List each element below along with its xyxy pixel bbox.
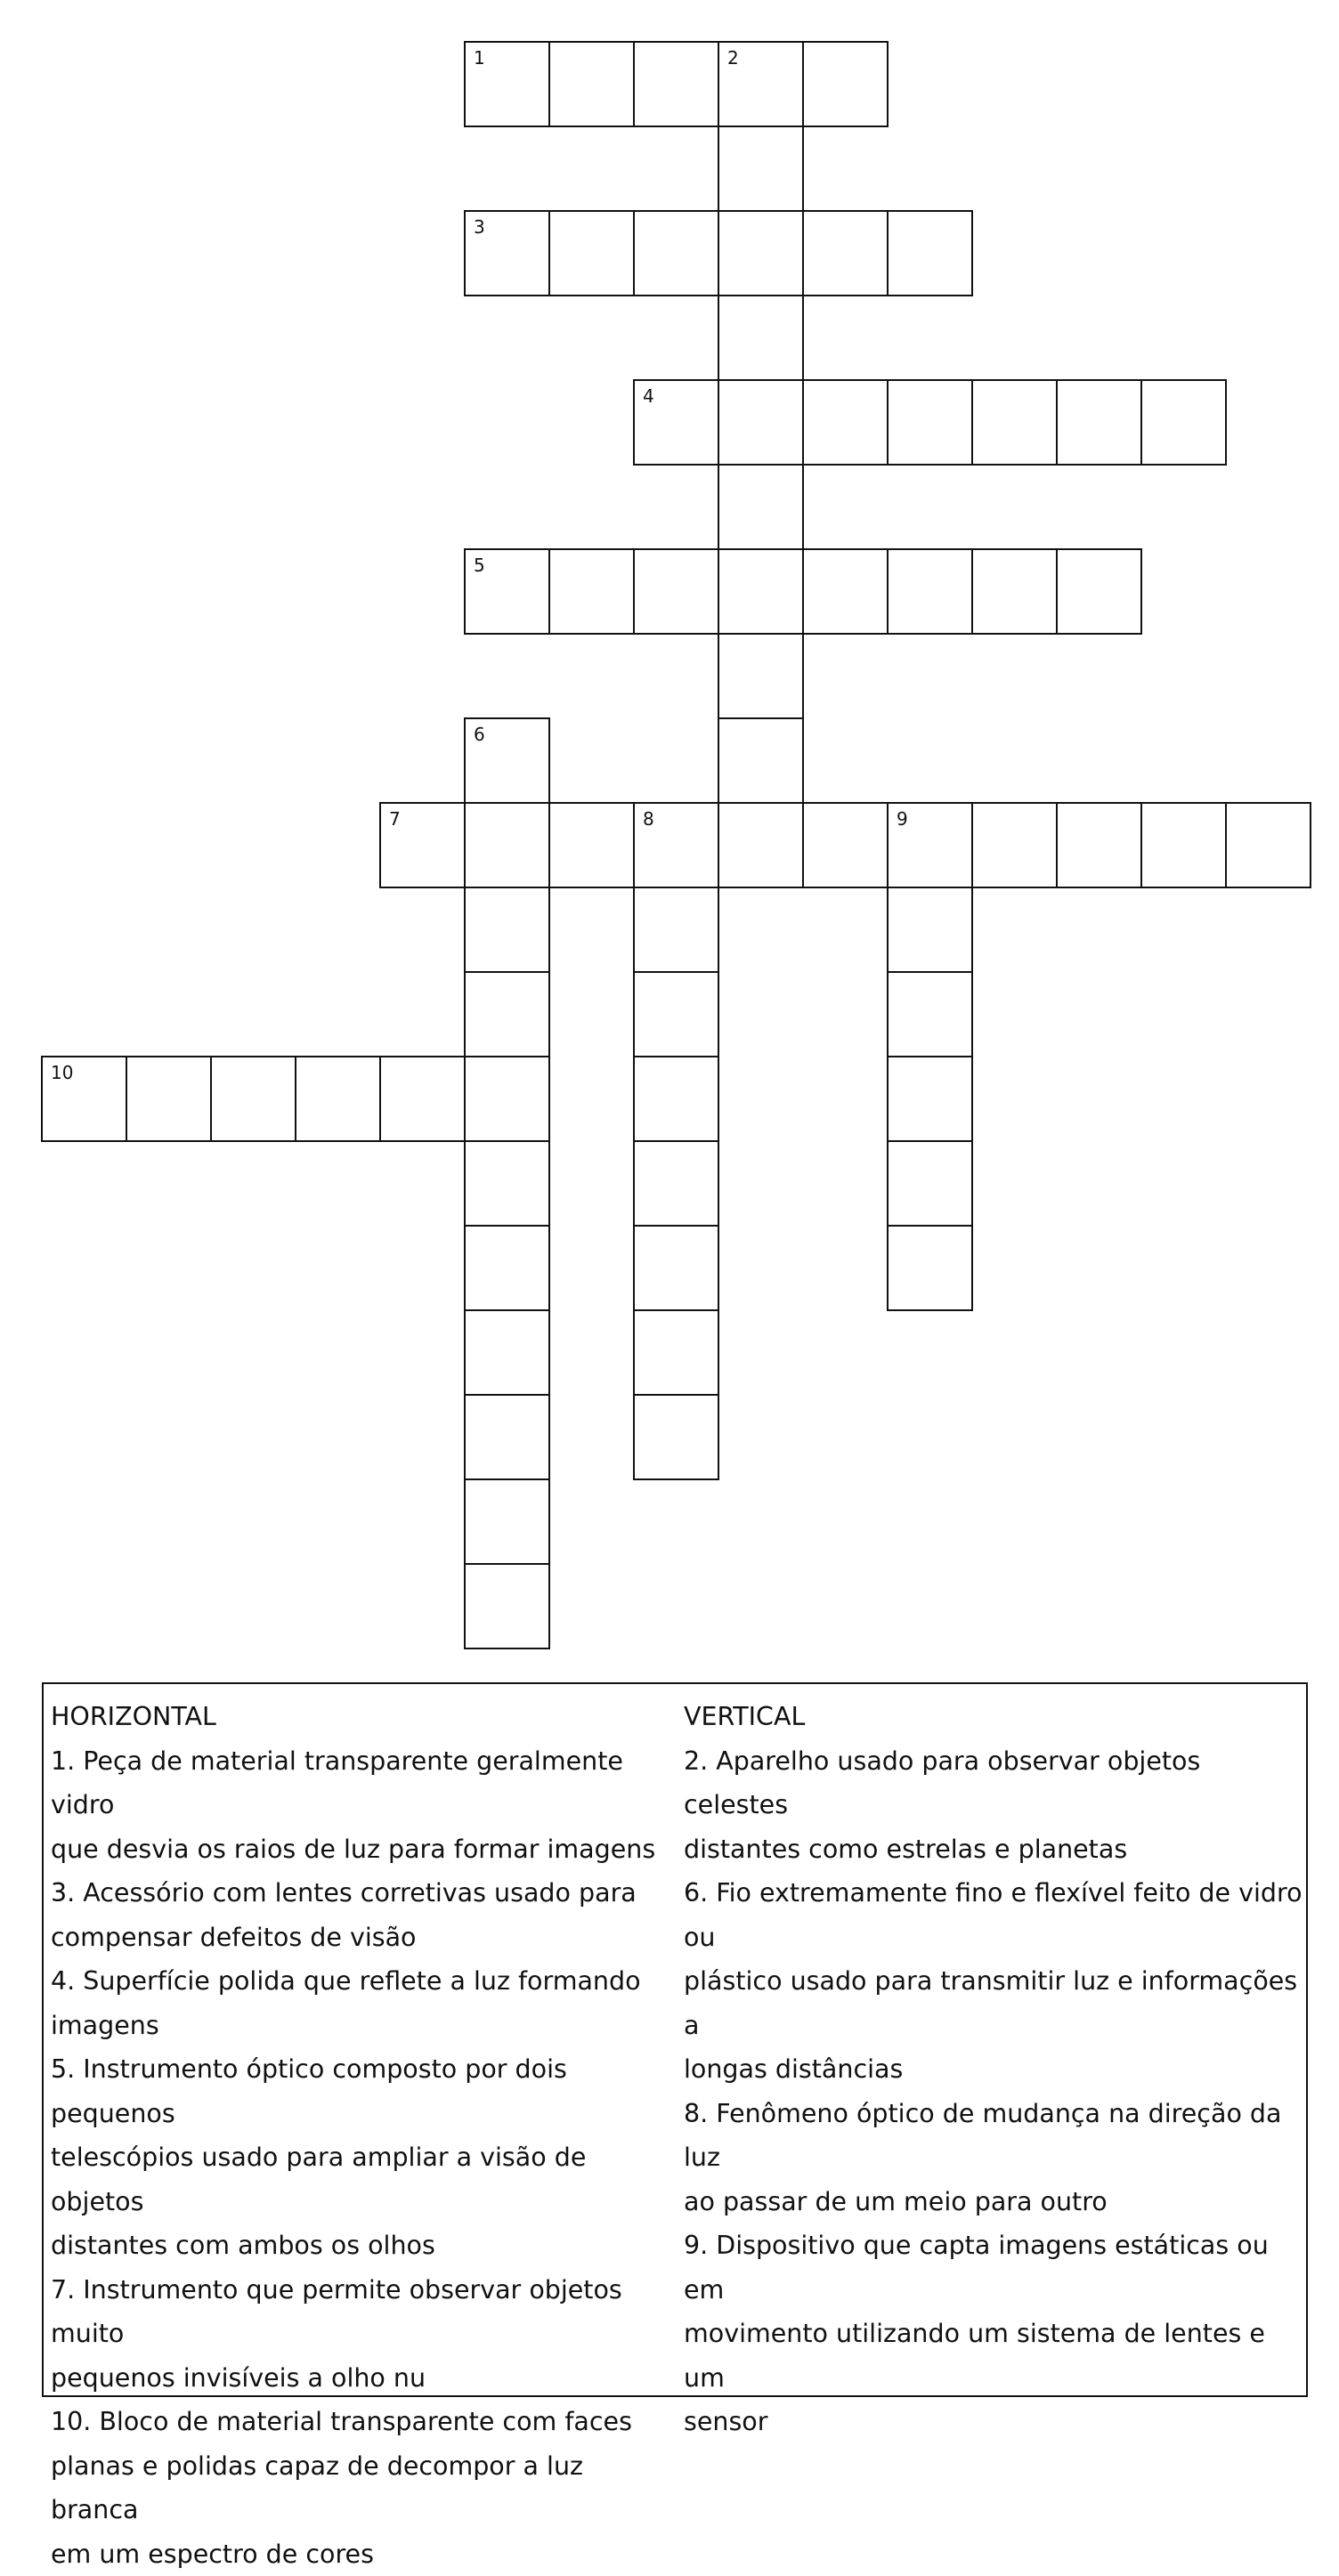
crossword-cell[interactable] xyxy=(633,548,719,635)
clue-line: 5. Instrumento óptico composto por dois pequenos xyxy=(51,2047,678,2135)
crossword-cell[interactable] xyxy=(802,41,889,127)
crossword-cell[interactable] xyxy=(633,887,719,973)
crossword-cell[interactable] xyxy=(887,379,973,466)
crossword-cell[interactable] xyxy=(887,210,973,296)
crossword-cell[interactable] xyxy=(718,548,804,635)
crossword-cell[interactable] xyxy=(633,971,719,1057)
crossword-cell-7[interactable] xyxy=(379,802,466,888)
crossword-cell[interactable] xyxy=(887,1140,973,1227)
clue-line: 4. Superfície polida que reflete a luz formando xyxy=(51,1959,678,2004)
crossword-cell[interactable] xyxy=(464,971,550,1057)
crossword-cell[interactable] xyxy=(464,887,550,973)
crossword-cell[interactable] xyxy=(718,717,804,804)
clue-line: distantes como estrelas e planetas xyxy=(684,1827,1307,1872)
crossword-cell[interactable] xyxy=(1056,379,1142,466)
clue-line: 3. Acessório com lentes corretivas usado para xyxy=(51,1871,678,1916)
clue-line: 6. Fio extremamente fino e flexível feito de vidro ou xyxy=(684,1871,1307,1959)
crossword-cell[interactable] xyxy=(464,1394,550,1480)
crossword-cell[interactable] xyxy=(887,548,973,635)
crossword-cell[interactable] xyxy=(887,971,973,1057)
crossword-cell[interactable] xyxy=(464,1056,550,1142)
clue-number: 5 xyxy=(474,556,485,574)
crossword-cell[interactable] xyxy=(464,802,550,888)
crossword-cell-8[interactable] xyxy=(633,802,719,888)
crossword-cell[interactable] xyxy=(633,210,719,296)
clue-line: que desvia os raios de luz para formar imagens xyxy=(51,1827,678,1872)
crossword-cell[interactable] xyxy=(633,41,719,127)
crossword-cell[interactable] xyxy=(802,210,889,296)
crossword-cell[interactable] xyxy=(633,1394,719,1480)
crossword-cell[interactable] xyxy=(971,548,1058,635)
clue-number: 10 xyxy=(51,1064,73,1081)
down-heading: VERTICAL xyxy=(684,1695,1307,1739)
crossword-cell[interactable] xyxy=(718,379,804,466)
clue-line: ao passar de um meio para outro xyxy=(684,2180,1307,2224)
crossword-cell[interactable] xyxy=(295,1056,381,1142)
clue-line: imagens xyxy=(51,2004,678,2048)
clue-line: movimento utilizando um sistema de lentes e um xyxy=(684,2312,1307,2400)
crossword-cell[interactable] xyxy=(718,633,804,719)
crossword-cell[interactable] xyxy=(633,1225,719,1311)
clue-number: 9 xyxy=(897,810,908,828)
clue-line: 2. Aparelho usado para observar objetos celestes xyxy=(684,1739,1307,1827)
crossword-cell[interactable] xyxy=(1140,379,1227,466)
crossword-cell[interactable] xyxy=(633,1056,719,1142)
clue-number: 7 xyxy=(389,810,401,828)
clue-number: 2 xyxy=(727,49,739,67)
clue-number: 8 xyxy=(643,810,654,828)
clue-line: compensar defeitos de visão xyxy=(51,1916,678,1960)
crossword-cell[interactable] xyxy=(1056,802,1142,888)
across-clues xyxy=(51,1695,678,2576)
crossword-cell[interactable] xyxy=(464,1140,550,1227)
clue-line: planas e polidas capaz de decompor a luz branca xyxy=(51,2444,678,2532)
crossword-cell[interactable] xyxy=(633,1140,719,1227)
crossword-cell[interactable] xyxy=(548,210,635,296)
crossword-cell[interactable] xyxy=(718,295,804,381)
crossword-cell-9[interactable] xyxy=(887,802,973,888)
crossword-cell[interactable] xyxy=(548,41,635,127)
crossword-cell[interactable] xyxy=(718,464,804,550)
clue-number: 4 xyxy=(643,387,654,405)
crossword-cell[interactable] xyxy=(802,548,889,635)
clue-line: telescópios usado para ampliar a visão de objetos xyxy=(51,2135,678,2224)
crossword-cell[interactable] xyxy=(1056,548,1142,635)
crossword-cell[interactable] xyxy=(802,802,889,888)
crossword-cell-5[interactable] xyxy=(464,548,550,635)
crossword-cell[interactable] xyxy=(126,1056,212,1142)
clue-number: 6 xyxy=(474,725,485,743)
crossword-cell[interactable] xyxy=(887,887,973,973)
clue-line: longas distâncias xyxy=(684,2047,1307,2092)
crossword-cell[interactable] xyxy=(802,379,889,466)
clue-line: plástico usado para transmitir luz e informações a xyxy=(684,1959,1307,2047)
crossword-cell[interactable] xyxy=(718,802,804,888)
crossword-cell-2[interactable] xyxy=(718,41,804,127)
crossword-cell[interactable] xyxy=(548,802,635,888)
clue-number: 3 xyxy=(474,218,485,236)
clue-line: sensor xyxy=(684,2400,1307,2444)
clue-line: 10. Bloco de material transparente com faces xyxy=(51,2400,678,2444)
across-heading: HORIZONTAL xyxy=(51,1695,678,1739)
crossword-cell-10[interactable] xyxy=(41,1056,127,1142)
clue-line: 8. Fenômeno óptico de mudança na direção da luz xyxy=(684,2092,1307,2180)
crossword-cell[interactable] xyxy=(464,1225,550,1311)
clue-number: 1 xyxy=(474,49,485,67)
crossword-cell-4[interactable] xyxy=(633,379,719,466)
crossword-cell-3[interactable] xyxy=(464,210,550,296)
crossword-cell[interactable] xyxy=(1140,802,1227,888)
clues-box xyxy=(42,1682,1308,2397)
clue-line: 7. Instrumento que permite observar objetos muito xyxy=(51,2268,678,2356)
crossword-cell[interactable] xyxy=(718,126,804,212)
crossword-cell[interactable] xyxy=(464,1478,550,1565)
crossword-cell[interactable] xyxy=(887,1056,973,1142)
crossword-cell[interactable] xyxy=(1225,802,1311,888)
crossword-cell[interactable] xyxy=(379,1056,466,1142)
clue-line: pequenos invisíveis a olho nu xyxy=(51,2356,678,2401)
crossword-cell-6[interactable] xyxy=(464,717,550,804)
crossword-cell[interactable] xyxy=(633,1309,719,1396)
crossword-cell[interactable] xyxy=(718,210,804,296)
crossword-cell-1[interactable] xyxy=(464,41,550,127)
crossword-cell[interactable] xyxy=(464,1309,550,1396)
crossword-cell[interactable] xyxy=(548,548,635,635)
clue-line: distantes com ambos os olhos xyxy=(51,2224,678,2268)
crossword-cell[interactable] xyxy=(971,802,1058,888)
clue-line: 1. Peça de material transparente geralmente vidro xyxy=(51,1739,678,1827)
crossword-cell[interactable] xyxy=(210,1056,296,1142)
down-clues xyxy=(684,1695,1307,2444)
crossword-cell[interactable] xyxy=(887,1225,973,1311)
crossword-cell[interactable] xyxy=(464,1563,550,1649)
crossword-cell[interactable] xyxy=(971,379,1058,466)
clue-line: 9. Dispositivo que capta imagens estáticas ou em xyxy=(684,2224,1307,2312)
clue-line: em um espectro de cores xyxy=(51,2532,678,2576)
